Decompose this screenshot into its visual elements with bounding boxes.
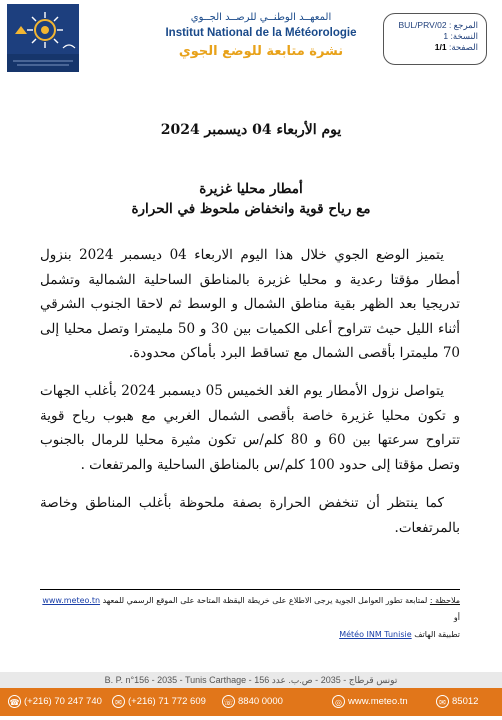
footer-address: B. P. n°156 - 2035 - Tunis Carthage - تونس قرطاج - 2035 - ص.ب. عدد 156 <box>0 672 502 688</box>
note-app-text: تطبيقة الهاتف <box>414 630 460 639</box>
footer-contact-bar <box>0 688 502 716</box>
green-number-icon: ☏ <box>222 695 235 708</box>
date-heading: يوم الأربعاء 04 ديسمبر 2024 <box>160 122 342 138</box>
inm-logo <box>7 4 79 72</box>
note-block <box>40 592 460 643</box>
reference-label: المرجع : <box>448 20 478 30</box>
paragraph-1: يتميز الوضع الجوي خلال هذا اليوم الاربعاء 04 ديسمبر 2024 بنزول أمطار مؤقتا رعدية و محليا غزيرة بالمناطق الساحلية الشمالية وتشمل تدريجيا بعد الظهر بقية مناطق الشمال و الوسط ثم لاحقا الجنوب الشرقي أثناء الليل حيث تتراوح أعلى الكميات بين 30 و 50 مليمترا وتصل محليا إلى 70 مليمترا بأقصى الشمال مع تساقط البرد بأماكن محدودة. <box>40 247 461 361</box>
fax-icon: ✉ <box>112 695 125 708</box>
footer-phone-2 <box>112 695 206 709</box>
institute-name-french: Institut National de la Météorologie <box>165 27 357 39</box>
reference-box <box>383 13 487 65</box>
title-line-1: أمطار محليا غزيرة <box>199 181 303 197</box>
footer-green-number <box>222 695 283 709</box>
note-label: ملاحظة : <box>429 596 460 605</box>
paragraph-3: كما ينتظر أن تنخفض الحرارة بصفة ملحوظة بأغلب المناطق وخاصة بالمرتفعات. <box>40 495 460 536</box>
institute-name-arabic: المعهــد الوطنــي للرصــد الجــوي <box>190 12 332 23</box>
sms-icon: ✉ <box>436 695 449 708</box>
version-label: النسخة: <box>450 31 478 41</box>
globe-icon: ◎ <box>332 695 345 708</box>
footer-phone-1 <box>8 695 102 709</box>
note-text: لمتابعة تطور العوامل الجوية يرجى الاطلاع على خريطة اليقظة المتاحة على الموقع الرسمي للمعهد <box>102 596 428 605</box>
footer-phone-1-text: (+216) 70 247 740 <box>24 696 102 708</box>
footer-website-text[interactable]: www.meteo.tn <box>348 696 408 708</box>
page-row <box>390 42 478 53</box>
footer-sms-code-text: 85012 <box>452 696 479 708</box>
reference-row <box>390 20 478 31</box>
paragraph-2: يتواصل نزول الأمطار يوم الغد الخميس 05 ديسمبر 2024 بأغلب الجهات و تكون محليا غزيرة خاصة بأقصى الشمال الغربي مع هبوب رياح قوية تتراوح سرعتها بين 60 و 80 كلم/س تكون مثيرة محليا للرمال بالجنوب وتصل مؤقتا إلى حدود 100 كلم/س بالمناطق الساحلية والمرتفعات . <box>40 383 460 473</box>
footer-sms-code <box>436 695 478 709</box>
version-value: 1 <box>443 31 449 41</box>
bulletin-title: نشرة متابعة للوضع الجوي <box>178 44 344 59</box>
phone-icon: ☎ <box>8 695 21 708</box>
footer-phone-2-text: (+216) 71 772 609 <box>128 696 206 708</box>
title-line-2: مع رياح قوية وانخفاض ملحوظ في الحرارة <box>131 201 371 217</box>
page-label: الصفحة: <box>448 42 478 52</box>
page-value: 1/1 <box>434 42 447 52</box>
footer-website[interactable] <box>332 695 408 709</box>
footer-green-number-text: 8840 0000 <box>238 696 283 708</box>
note-or: أو <box>453 613 460 622</box>
note-app-link[interactable]: Météo INM Tunisie <box>339 630 412 639</box>
reference-value: BUL/PRV/02 <box>398 20 447 30</box>
note-divider <box>40 589 460 590</box>
version-row <box>390 31 478 42</box>
note-website-link[interactable]: www.meteo.tn <box>42 596 101 605</box>
